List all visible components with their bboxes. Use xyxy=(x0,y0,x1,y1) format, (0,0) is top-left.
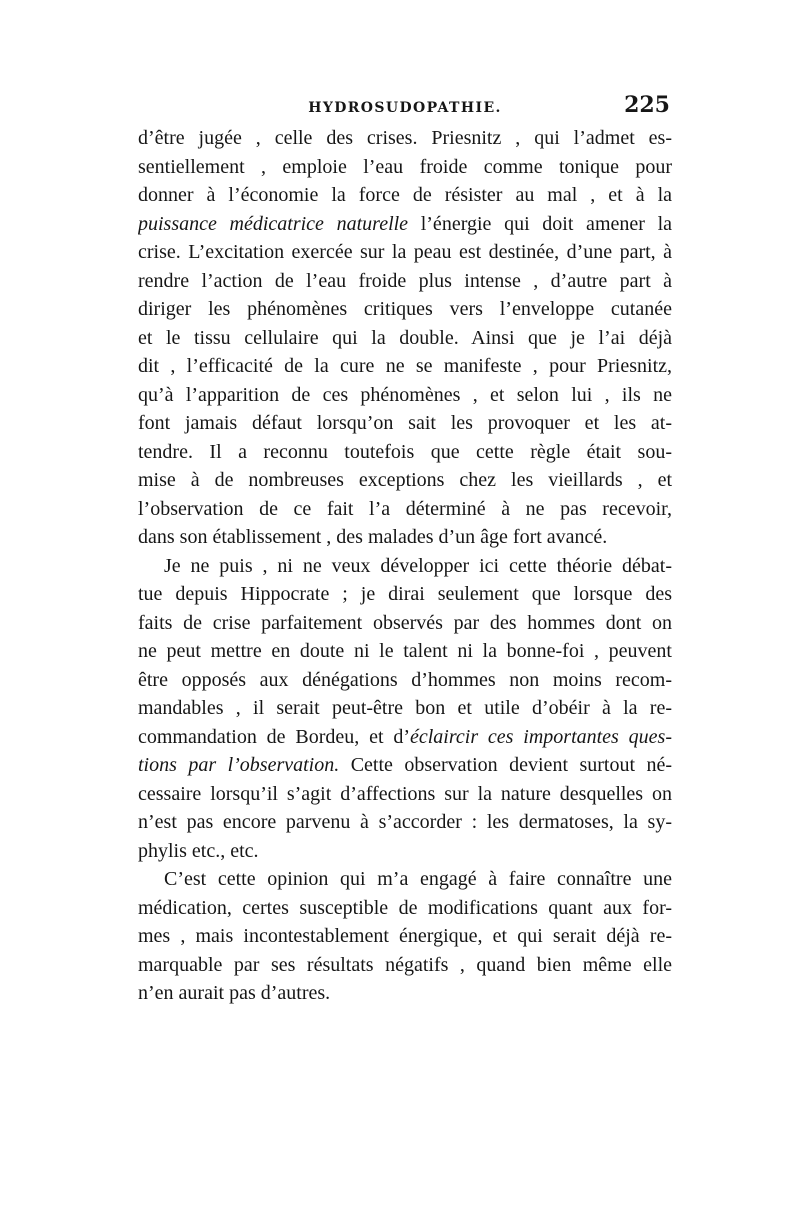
text-line xyxy=(138,694,672,723)
text-line xyxy=(138,666,672,695)
text-line xyxy=(138,580,672,609)
text-run: dans son établissement , des malades d’un âge fort avancé. xyxy=(138,526,608,548)
text-run: l’énergie qui doit amener la xyxy=(408,212,672,235)
text-run: l’observation de ce fait l’a déterminé à ne pas recevoir, xyxy=(138,497,672,520)
text-run: tue depuis Hippocrate ; je dirai seulement que lorsque des xyxy=(138,583,672,605)
body-text xyxy=(138,124,672,1008)
text-run: marquable par ses résultats négatifs , quand bien même elle xyxy=(138,953,672,976)
text-line xyxy=(138,837,672,866)
text-line xyxy=(138,495,672,524)
text-run: n’en aurait pas d’autres. xyxy=(138,982,331,1004)
text-run: qu’à l’apparition de ces phénomènes , et selon lui , ils ne xyxy=(138,383,672,406)
text-run: C’est cette opinion qui m’a engagé à faire connaître une xyxy=(164,868,672,890)
text-line xyxy=(138,352,672,381)
text-run: Cette observation devient surtout né- xyxy=(339,754,672,776)
text-run: mandables , il serait peut-être bon et utile d’obéir à la re- xyxy=(138,697,672,719)
text-run: mise à de nombreuses exceptions chez les vieillards , et xyxy=(138,469,672,491)
text-line xyxy=(138,124,672,153)
text-line xyxy=(138,267,672,296)
italic-run: puissance médicatrice naturelle xyxy=(138,212,409,235)
text-line xyxy=(138,153,672,182)
book-page xyxy=(138,92,672,1008)
text-run: rendre l’action de l’eau froide plus intense , d’autre part à xyxy=(138,269,672,292)
text-run: dit , l’efficacité de la cure ne se manifeste , pour Priesnitz, xyxy=(138,355,672,377)
text-line xyxy=(138,609,672,638)
text-line xyxy=(138,751,672,780)
text-run: phylis etc., etc. xyxy=(138,839,259,862)
text-line xyxy=(138,466,672,495)
text-line xyxy=(138,894,672,923)
text-line xyxy=(138,438,672,467)
text-line xyxy=(138,723,672,752)
paragraph xyxy=(138,552,672,866)
text-run: être opposés aux dénégations d’hommes non moins recom- xyxy=(138,668,672,691)
text-run: font jamais défaut lorsqu’on sait les provoquer et les at- xyxy=(138,412,672,434)
paragraph xyxy=(138,124,672,552)
text-line xyxy=(138,865,672,894)
text-run: crise. L’excitation exercée sur la peau est destinée, d’une part, à xyxy=(138,241,672,263)
text-line xyxy=(138,637,672,666)
text-run: ne peut mettre en doute ni le talent ni la bonne-foi , peuvent xyxy=(138,640,672,662)
text-run: n’est pas encore parvenu à s’accorder : les dermatoses, la sy- xyxy=(138,811,672,833)
text-line xyxy=(138,523,672,552)
text-run: commandation de Bordeu, et d’ xyxy=(138,725,410,748)
text-line xyxy=(138,210,672,239)
italic-run: tions par l’observation. xyxy=(138,754,340,776)
text-line xyxy=(138,295,672,324)
text-line xyxy=(138,409,672,438)
text-line xyxy=(138,238,672,267)
text-run: cessaire lorsqu’il s’agit d’affections sur la nature desquelles on xyxy=(138,782,672,805)
text-run: faits de crise parfaitement observés par des hommes dont on xyxy=(138,611,672,634)
text-line xyxy=(138,979,672,1008)
text-run: d’être jugée , celle des crises. Priesnitz , qui l’admet es- xyxy=(138,127,672,149)
page-number: 225 xyxy=(624,92,670,118)
text-run: tendre. Il a reconnu toutefois que cette règle était sou- xyxy=(138,440,672,463)
text-line xyxy=(138,922,672,951)
text-run: mes , mais incontestablement énergique, et qui serait déjà re- xyxy=(138,925,672,947)
text-run: Je ne puis , ni ne veux développer ici cette théorie débat- xyxy=(164,554,672,577)
text-run: donner à l’économie la force de résister au mal , et à la xyxy=(138,184,672,206)
text-line xyxy=(138,808,672,837)
italic-run: éclaircir ces importantes ques- xyxy=(409,725,672,748)
running-title: HYDROSUDOPATHIE. xyxy=(308,100,502,116)
text-run: sentiellement , emploie l’eau froide comme tonique pour xyxy=(138,155,672,178)
text-line xyxy=(138,324,672,353)
text-run: médication, certes susceptible de modifications quant aux for- xyxy=(138,896,672,919)
text-run: et le tissu cellulaire qui la double. Ainsi que je l’ai déjà xyxy=(138,326,672,349)
text-run: diriger les phénomènes critiques vers l’enveloppe cutanée xyxy=(138,298,672,320)
running-head xyxy=(138,92,672,128)
text-line xyxy=(138,552,672,581)
paragraph xyxy=(138,865,672,1008)
text-line xyxy=(138,381,672,410)
text-line xyxy=(138,951,672,980)
text-line xyxy=(138,181,672,210)
text-line xyxy=(138,780,672,809)
